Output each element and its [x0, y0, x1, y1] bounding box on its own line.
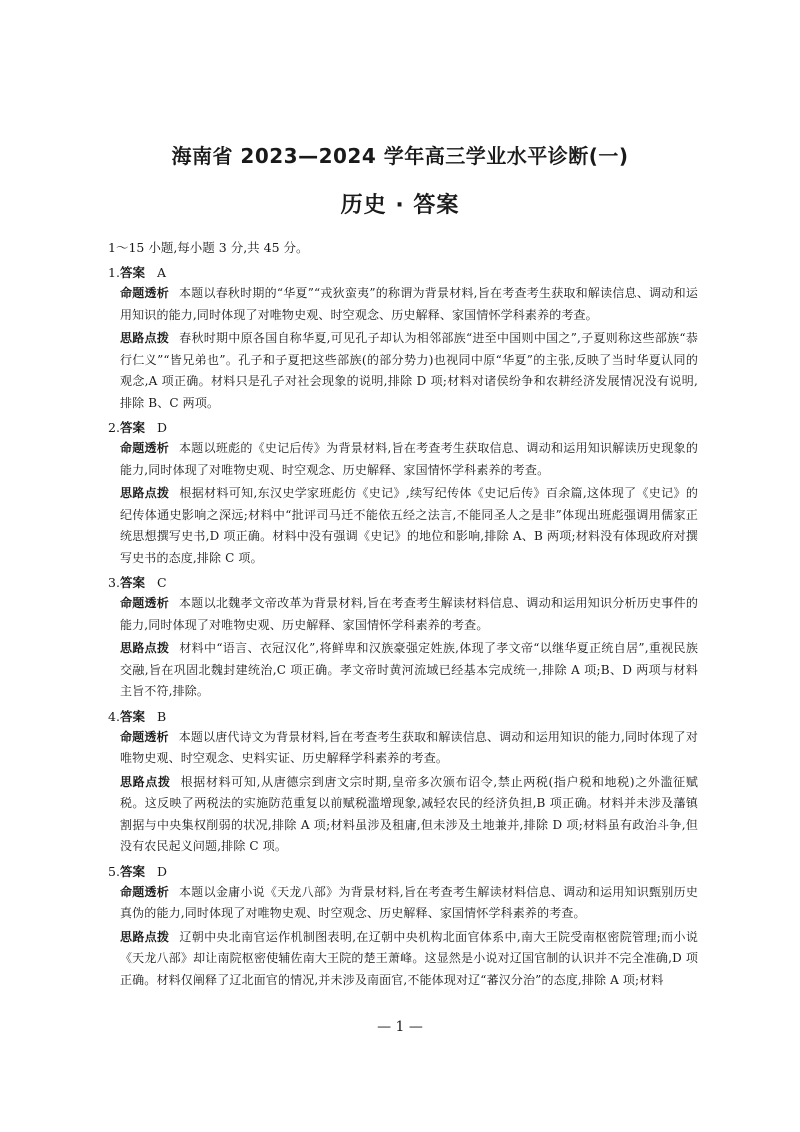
- answer-label: 答案: [119, 265, 145, 280]
- page-subtitle: 历史 · 答案: [340, 193, 460, 218]
- hint-label: 思路点拨: [120, 929, 170, 944]
- answer-label: 答案: [119, 863, 145, 879]
- analysis-paragraph: [108, 727, 698, 770]
- hint-label: 思路点拨: [120, 331, 170, 345]
- analysis-label: 命题透析: [120, 441, 170, 455]
- hint-paragraph: [108, 638, 698, 703]
- hint-paragraph: [108, 483, 698, 569]
- question-number: 4.: [108, 708, 120, 724]
- page-title: 海南省 2023—2024 学年高三学业水平诊断(一): [171, 144, 629, 168]
- hint-paragraph: [108, 772, 698, 858]
- question-header: [108, 706, 698, 727]
- answer-label: 答案: [119, 420, 145, 435]
- page-number: — 1 —: [377, 1019, 423, 1035]
- analysis-label: 命题透析: [120, 286, 169, 300]
- analysis-text: 本题以春秋时期的“华夏”“戎狄蛮夷”的称谓为背景材料,旨在考查考生获取和解读信息、调动和运用知识的能力,同时体现了对唯物史观、时空观念、历史解释、家国情怀学科素养的考查。: [120, 286, 698, 322]
- question-number: 3.: [108, 575, 120, 590]
- answer-label: 答案: [119, 708, 145, 724]
- intro-line: 1～15 小题,每小题 3 分,共 45 分。: [108, 240, 309, 255]
- question-number: 5.: [108, 863, 120, 879]
- hint-text: 辽朝中央北南官运作机制图表明,在辽朝中央机构北面官体系中,南大王院受南枢密院管理;而小说《天龙八部》却让南院枢密使辅佐南大王院的楚王萧峰。这显然是小说对辽国官制的认识并不完全准确,D 项正确。材料仅阐释了辽北面官的情况,并未涉及南面官,不能体现对辽“蕃汉分治”的态度,排除 A 项;材料: [120, 929, 699, 987]
- answer-label: 答案: [119, 575, 145, 590]
- question-block: [108, 572, 698, 703]
- hint-label: 思路点拨: [120, 774, 171, 789]
- question-header: [108, 861, 698, 882]
- analysis-paragraph: [108, 593, 698, 636]
- analysis-label: 命题透析: [120, 729, 169, 744]
- answer-value: A: [156, 265, 166, 280]
- analysis-paragraph: [108, 882, 698, 925]
- question-block: [108, 262, 698, 414]
- answer-value: D: [156, 863, 167, 879]
- answer-value: D: [156, 420, 167, 435]
- answer-value: C: [156, 575, 167, 590]
- hint-text: 春秋时期中原各国自称华夏,可见孔子却认为相邻部族“进至中国则中国之”,子夏则称这些部族“恭行仁义”“皆兄弟也”。孔子和子夏把这些部族(的部分势力)也视同中原“华夏”的主张,反映了当时华夏认同的观念,A 项正确。材料只是孔子对社会现象的说明,排除 D 项;材料对诸侯纷争和农耕经济发展情况没有说明,排除 B、C 两项。: [120, 331, 698, 410]
- analysis-text: 本题以班彪的《史记后传》为背景材料,旨在考查考生获取信息、调动和运用知识解读历史现象的能力,同时体现了对唯物史观、时空观念、历史解释、家国情怀学科素养的考查。: [120, 441, 698, 477]
- question-number: 2.: [108, 420, 120, 435]
- question-header: [108, 417, 698, 438]
- question-number: 1.: [108, 265, 120, 280]
- analysis-label: 命题透析: [120, 596, 170, 610]
- answer-value: B: [156, 708, 167, 724]
- question-block: [108, 861, 698, 992]
- hint-text: 根据材料可知,从唐德宗到唐文宗时期,皇帝多次颁布诏令,禁止两税(指户税和地税)之外滥征赋税。这反映了两税法的实施防范重复以前赋税滥增现象,减轻农民的经济负担,B 项正确。材料并未涉及藩镇割据与中央集权削弱的状况,排除 A 项;材料虽涉及租庸,但未涉及土地兼并,排除 D 项;材料虽有政治斗争,但没有农民起义问题,排除 C 项。: [120, 774, 698, 853]
- answer-content: [108, 237, 698, 994]
- question-header: [108, 572, 698, 593]
- analysis-text: 本题以唐代诗文为背景材料,旨在考查考生获取和解读信息、调动和运用知识的能力,同时体现了对唯物史观、时空观念、史料实证、历史解释学科素养的考查。: [120, 729, 698, 765]
- analysis-text: 本题以北魏孝文帝改革为背景材料,旨在考查考生解读材料信息、调动和运用知识分析历史事件的能力,同时体现了对唯物史观、历史解释、家国情怀学科素养的考查。: [120, 596, 698, 632]
- hint-label: 思路点拨: [120, 641, 170, 655]
- question-block: [108, 417, 698, 569]
- analysis-paragraph: [108, 283, 698, 326]
- hint-paragraph: [108, 328, 698, 414]
- analysis-label: 命题透析: [120, 884, 170, 899]
- hint-paragraph: [108, 927, 698, 992]
- question-block: [108, 706, 698, 858]
- hint-text: 材料中“语言、衣冠汉化”,将鲜卑和汉族豪强定姓族,体现了孝文帝“以继华夏正统自居”,重视民族交融,旨在巩固北魏封建统治,C 项正确。孝文帝时黄河流域已经基本完成统一,排除 A 项;B、D 两项与材料主旨不符,排除。: [120, 641, 698, 698]
- question-header: [108, 262, 698, 283]
- hint-text: 根据材料可知,东汉史学家班彪仿《史记》,续写纪传体《史记后传》百余篇,这体现了《史记》的纪传体通史影响之深远;材料中“批评司马迁不能依五经之法言,不能同圣人之是非”体现出班彪强调用儒家正统思想撰写史书,D 项正确。材料中没有强调《史记》的地位和影响,排除 A、B 两项;材料没有体现政府对撰写史书的态度,排除 C 项。: [120, 486, 699, 565]
- analysis-text: 本题以金庸小说《天龙八部》为背景材料,旨在考查考生解读材料信息、调动和运用知识甄别历史真伪的能力,同时体现了对唯物史观、时空观念、历史解释、家国情怀学科素养的考查。: [120, 884, 698, 920]
- analysis-paragraph: [108, 438, 698, 481]
- hint-label: 思路点拨: [120, 486, 170, 500]
